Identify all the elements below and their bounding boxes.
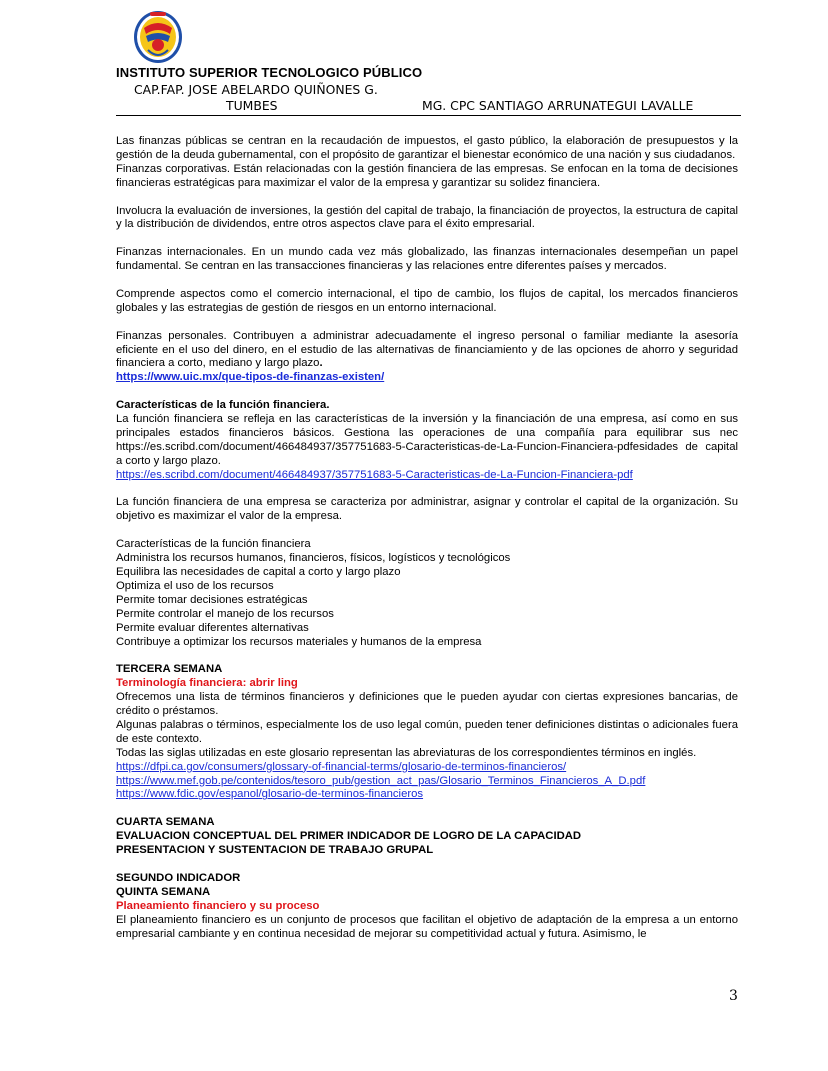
list-item: Equilibra las necesidades de capital a corto y largo plazo [116, 565, 401, 578]
paragraph-comercio-internacional: Comprende aspectos como el comercio internacional, el tipo de cambio, los flujos de capital, los mercados financieros globales y las estrategias de gestión de riesgos en un entorno internacional. [116, 287, 738, 314]
heading-quinta-semana: QUINTA SEMANA [116, 885, 211, 898]
page-number: 3 [729, 988, 738, 1004]
paragraph-finanzas-internacionales: Finanzas internacionales. En un mundo cada vez más globalizado, las finanzas internacionales desempeñan un papel fundamental. Se centran en las transacciones financieras y las relaciones entre diferentes países y mercados. [116, 246, 738, 273]
heading-caracteristicas: Características de la función financiera. [116, 399, 330, 412]
paragraph-inversiones: Involucra la evaluación de inversiones, la gestión del capital de trabajo, la financiación de proyectos, la estructura de capital y la distribución de dividendos, entre otros aspectos clave para el éxito empresarial. [116, 204, 738, 231]
heading-planeamiento: Planeamiento financiero y su proceso [116, 899, 320, 912]
link-uic[interactable]: https://www.uic.mx/que-tipos-de-finanzas-existen/ [116, 371, 385, 384]
paragraph-objetivo: La función financiera de una empresa se caracteriza por administrar, asignar y controlar el capital de la organización. Su objetivo es maximizar el valor de la empresa. [116, 496, 738, 523]
list-item: Optimiza el uso de los recursos [116, 579, 274, 592]
paragraph-terminos: Ofrecemos una lista de términos financieros y definiciones que le pueden ayudar con ciertas expresiones bancarias, de crédito o préstamos. [116, 691, 738, 718]
list-title: Características de la función financiera [116, 538, 311, 551]
paragraph-funcion-financiera: La función financiera se refleja en las características de la inversión y la financiación de una empresa, así como en sus principales estados financieros básicos. Gestiona las operaciones de una compañía para equilibrar sus nec https://es.scribd.com/document/466484937/357751683-5-Caracteristicas-de-La-Funcion-Financiera-pdfesidades de capital a corto y largo plazo. [116, 413, 738, 467]
list-item: Permite controlar el manejo de los recursos [116, 607, 334, 620]
link-fdic[interactable]: https://www.fdic.gov/espanol/glosario-de-terminos-financieros [116, 788, 424, 801]
document-body [116, 135, 738, 941]
paragraph-finanzas-publicas: Las finanzas públicas se centran en la recaudación de impuestos, el gasto público, la elaboración de presupuestos y la gestión de la deuda gubernamental, con el propósito de garantizar el bienestar económico de una nación y sus ciudadanos. [116, 135, 738, 161]
paragraph-period: . [319, 357, 323, 370]
heading-segundo-indicador: SEGUNDO INDICADOR [116, 871, 241, 884]
list-item: Permite evaluar diferentes alternativas [116, 621, 309, 634]
link-dfpi[interactable]: https://dfpi.ca.gov/consumers/glossary-of-financial-terms/glosario-de-terminos-financieros/ [116, 760, 567, 773]
heading-presentacion: PRESENTACION Y SUSTENTACION DE TRABAJO GRUPAL [116, 844, 434, 857]
paragraph-finanzas-personales [116, 330, 738, 372]
institution-name: INSTITUTO SUPERIOR TECNOLOGICO PÚBLICO [116, 65, 423, 80]
list-item: Permite tomar decisiones estratégicas [116, 593, 308, 606]
paragraph-finanzas-personales-text: Finanzas personales. Contribuyen a administrar adecuadamente el ingreso personal o familiar mediante la asesoría eficiente en el uso del dinero, en el estudio de las alternativas de financiamiento y de las opciones de ahorro y seguridad financiera a corto, mediano y largo plazo [116, 329, 738, 370]
link-scribd[interactable]: https://es.scribd.com/document/466484937/357751683-5-Caracteristicas-de-La-Funcion-Financiera-pdf [116, 468, 633, 481]
list-item: Contribuye a optimizar los recursos materiales y humanos de la empresa [116, 635, 482, 648]
list-item: Administra los recursos humanos, financieros, físicos, logísticos y tecnológicos [116, 552, 511, 565]
paragraph-finanzas-corporativas: Finanzas corporativas. Están relacionadas con la gestión financiera de las empresas. Se enfocan en la toma de decisiones financieras estratégicas para maximizar el valor de la empresa y garantizar su solidez financiera. [116, 162, 738, 189]
institution-subtitle: CAP.FAP. JOSE ABELARDO QUIÑONES G. [134, 82, 378, 97]
heading-cuarta-semana: CUARTA SEMANA [116, 816, 215, 829]
heading-tercera-semana: TERCERA SEMANA [116, 663, 223, 676]
teacher-name: MG. CPC SANTIAGO ARRUNATEGUI LAVALLE [422, 98, 694, 113]
header-divider [116, 115, 741, 116]
institute-logo-icon [132, 10, 184, 66]
heading-evaluacion: EVALUACION CONCEPTUAL DEL PRIMER INDICADOR DE LOGRO DE LA CAPACIDAD [116, 830, 582, 843]
paragraph-siglas: Todas las siglas utilizadas en este glosario representan las abreviaturas de los correspondientes términos en inglés. [116, 746, 697, 759]
heading-terminologia: Terminología financiera: abrir ling [116, 677, 298, 690]
paragraph-definiciones: Algunas palabras o términos, especialmente los de uso legal común, pueden tener definiciones distintas o adicionales fuera de este contexto. [116, 718, 738, 745]
institution-city: TUMBES [226, 98, 278, 113]
paragraph-planeamiento: El planeamiento financiero es un conjunto de procesos que facilitan el objetivo de adaptación de la empresa a un entorno empresarial cambiante y en continua necesidad de mejorar su competitividad actual y futura. Asimismo, le [116, 913, 738, 940]
link-mef[interactable]: https://www.mef.gob.pe/contenidos/tesoro_pub/gestion_act_pas/Glosario_Terminos_Financieros_A_D.pdf [116, 774, 646, 787]
